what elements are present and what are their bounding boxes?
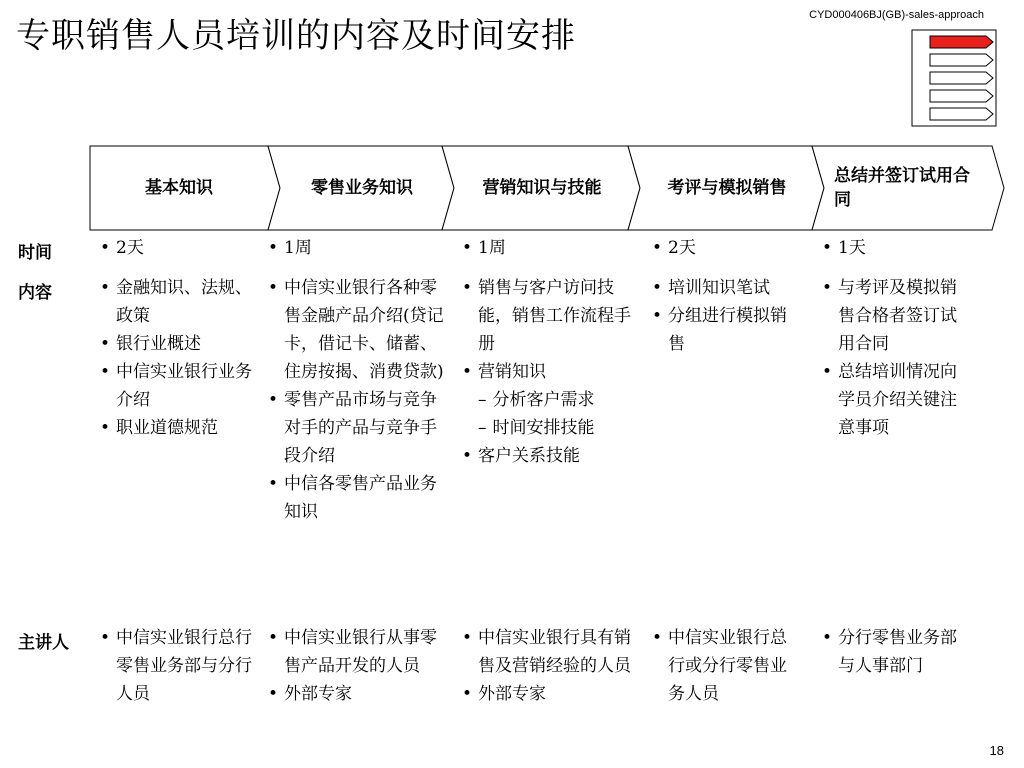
sub-item: – 分析客户需求 bbox=[462, 386, 638, 414]
document-id: CYD000406BJ(GB)-sales-approach bbox=[809, 9, 984, 21]
bullet-item: • 销售与客户访问技能，销售工作流程手册 bbox=[462, 274, 638, 358]
sub-item: – 时间安排技能 bbox=[462, 414, 638, 442]
speaker-cell bbox=[822, 624, 964, 680]
time-cell bbox=[652, 234, 790, 262]
stage-label-text: 营销知识与技能 bbox=[482, 178, 602, 198]
bullet-item: • 与考评及模拟销售合格者签订试用合同 bbox=[822, 274, 964, 358]
speaker-cell bbox=[268, 624, 446, 708]
content-cell bbox=[268, 274, 446, 526]
speaker-cell bbox=[462, 624, 638, 708]
bullet-item: • 1周 bbox=[268, 234, 446, 262]
stage-label bbox=[834, 146, 974, 230]
bullet-item: • 中信实业银行各种零售金融产品介绍(贷记卡，借记卡、储蓄、住房按揭、消费贷款) bbox=[268, 274, 446, 386]
content-cell bbox=[652, 274, 790, 358]
bullet-item: • 外部专家 bbox=[268, 680, 446, 708]
bullet-item: • 2天 bbox=[100, 234, 258, 262]
time-cell bbox=[822, 234, 964, 262]
bullet-item: • 分组进行模拟销售 bbox=[652, 302, 790, 358]
stage-label-text: 基本知识 bbox=[145, 178, 213, 198]
bullet-item: • 营销知识 bbox=[462, 358, 638, 386]
bullet-item: • 培训知识笔试 bbox=[652, 274, 790, 302]
stage-label bbox=[90, 146, 268, 230]
stage-label-text: 总结并签订试用合同 bbox=[834, 166, 970, 210]
stage-label bbox=[456, 146, 628, 230]
row-label-time: 时间 bbox=[18, 243, 52, 263]
bullet-item: • 银行业概述 bbox=[100, 330, 258, 358]
content-cell bbox=[462, 274, 638, 470]
content-cell bbox=[822, 274, 964, 442]
stage-label-text: 零售业务知识 bbox=[311, 178, 413, 198]
bullet-item: • 中信实业银行总行或分行零售业务人员 bbox=[652, 624, 790, 708]
bullet-item: • 分行零售业务部与人事部门 bbox=[822, 624, 964, 680]
bullet-item: • 中信实业银行具有销售及营销经验的人员 bbox=[462, 624, 638, 680]
bullet-item: • 中信实业银行业务介绍 bbox=[100, 358, 258, 414]
bullet-item: • 1天 bbox=[822, 234, 964, 262]
time-cell bbox=[100, 234, 258, 262]
content-cell bbox=[100, 274, 258, 442]
bullet-item: • 中信各零售产品业务知识 bbox=[268, 470, 446, 526]
page-title: 专职销售人员培训的内容及时间安排 bbox=[16, 16, 576, 56]
bullet-item: • 客户关系技能 bbox=[462, 442, 638, 470]
bullet-item: • 1周 bbox=[462, 234, 638, 262]
row-label-speaker: 主讲人 bbox=[18, 633, 69, 653]
speaker-cell bbox=[652, 624, 790, 708]
bullet-item: • 职业道德规范 bbox=[100, 414, 258, 442]
stage-label bbox=[642, 146, 812, 230]
bullet-item: • 中信实业银行总行零售业务部与分行人员 bbox=[100, 624, 258, 708]
stage-label bbox=[282, 146, 442, 230]
speaker-cell bbox=[100, 624, 258, 708]
bullet-item: • 外部专家 bbox=[462, 680, 638, 708]
page-number: 18 bbox=[989, 743, 1004, 758]
bullet-item: • 金融知识、法规、政策 bbox=[100, 274, 258, 330]
bullet-item: • 零售产品市场与竞争对手的产品与竞争手段介绍 bbox=[268, 386, 446, 470]
bullet-item: • 2天 bbox=[652, 234, 790, 262]
stage-label-text: 考评与模拟销售 bbox=[667, 178, 787, 198]
time-cell bbox=[268, 234, 446, 262]
time-cell bbox=[462, 234, 638, 262]
bullet-item: • 总结培训情况向学员介绍关键注意事项 bbox=[822, 358, 964, 442]
bullet-item: • 中信实业银行从事零售产品开发的人员 bbox=[268, 624, 446, 680]
row-label-content: 内容 bbox=[18, 283, 52, 303]
